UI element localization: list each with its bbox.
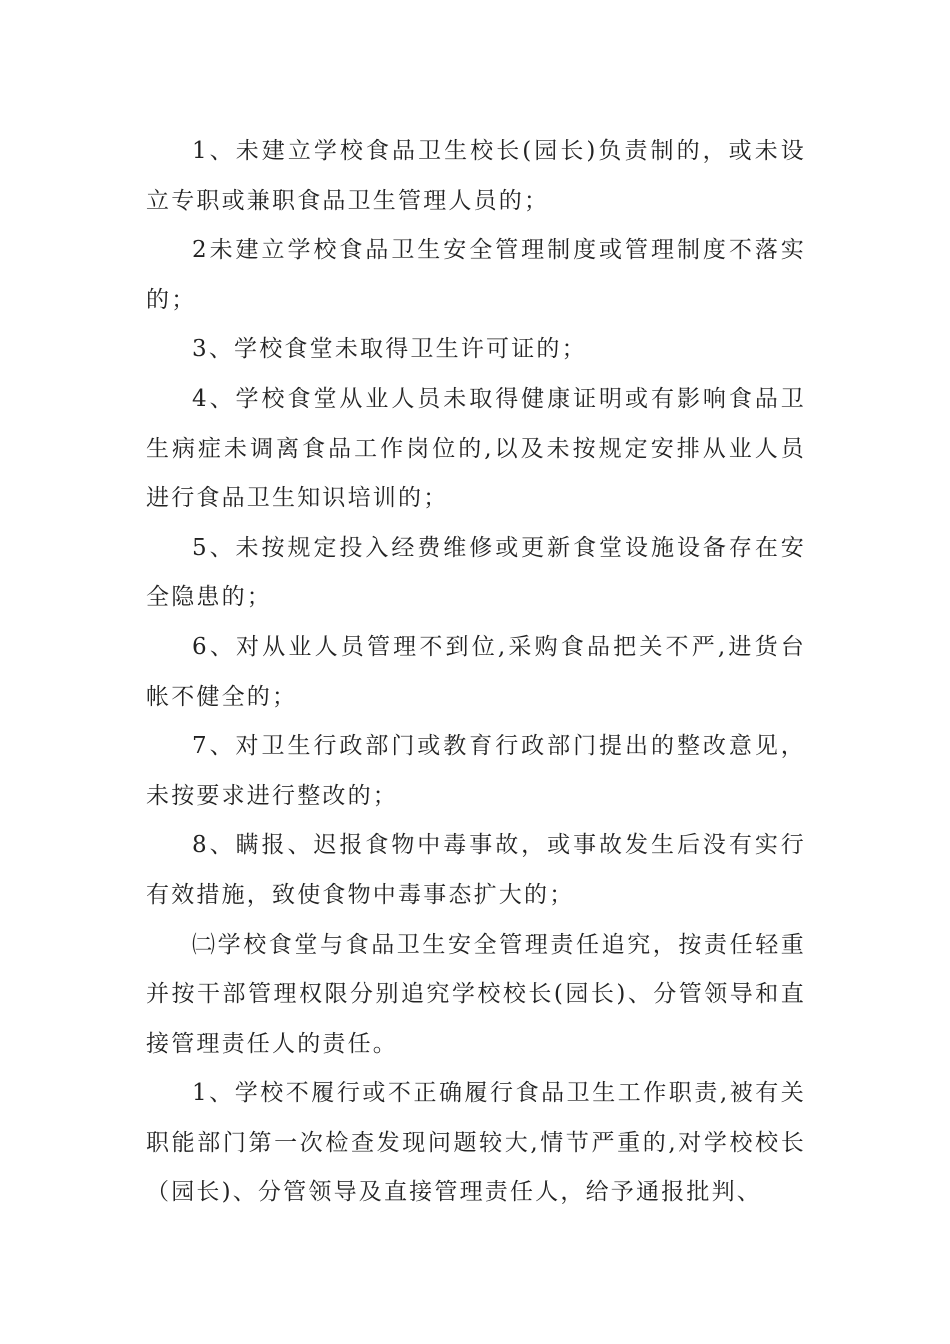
- paragraph-item-2: 2未建立学校食品卫生安全管理制度或管理制度不落实的；: [146, 237, 806, 313]
- document-body: [146, 127, 806, 1218]
- paragraph-section-2: ㈡学校食堂与食品卫生安全管理责任追究，按责任轻重并按干部管理权限分别追究学校校长(园长)、分管领导和直接管理责任人的责任。: [146, 931, 806, 1057]
- paragraph-item-1: 1、未建立学校食品卫生校长(园长)负责制的，或未设立专职或兼职食品卫生管理人员的；: [146, 138, 806, 214]
- paragraph-item-4: 4、学校食堂从业人员未取得健康证明或有影响食品卫生病症未调离食品工作岗位的,以及未按规定安排从业人员进行食品卫生知识培训的；: [146, 385, 806, 512]
- paragraph-item-8: 8、瞒报、迟报食物中毒事故，或事故发生后没有实行有效措施，致使食物中毒事态扩大的；: [146, 832, 806, 908]
- paragraph-item-6: 6、对从业人员管理不到位,采购食品把关不严,进货台帐不健全的；: [146, 633, 806, 710]
- paragraph-item-5: 5、未按规定投入经费维修或更新食堂设施设备存在安全隐患的；: [146, 534, 806, 611]
- paragraph-subitem-1: 1、学校不履行或不正确履行食品卫生工作职责,被有关职能部门第一次检查发现问题较大,情节严重的,对学校校长（园长)、分管领导及直接管理责任人，给予通报批判、: [146, 1080, 806, 1206]
- paragraph-item-3: 3、学校食堂未取得卫生许可证的；: [192, 336, 587, 363]
- paragraph-item-7: 7、对卫生行政部门或教育行政部门提出的整改意见，未按要求进行整改的；: [146, 733, 806, 809]
